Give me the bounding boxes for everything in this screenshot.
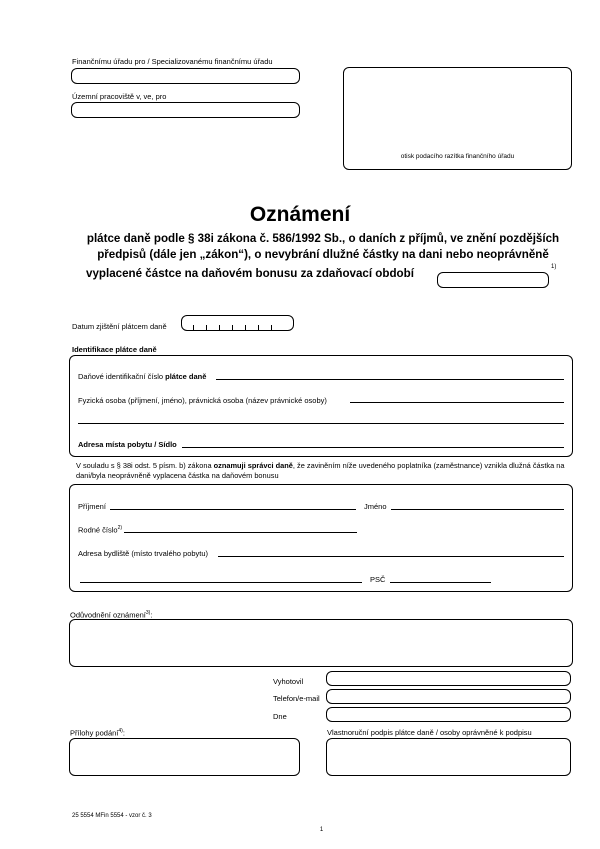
- birth-number-line[interactable]: [124, 532, 357, 533]
- justification-value: [70, 620, 572, 626]
- zip-line[interactable]: [390, 582, 491, 583]
- justification-textarea[interactable]: [69, 619, 573, 667]
- payer-name-label: Fyzická osoba (příjmení, jméno), právnická osoba (název právnické osoby): [78, 396, 327, 405]
- subtitle-line-2: předpisů (dále jen „zákon“), o nevybrání dlužné částky na dani nebo neoprávněně: [97, 248, 549, 261]
- taxpayer-address-line-2[interactable]: [80, 582, 362, 583]
- payer-name-line-2[interactable]: [78, 423, 564, 424]
- tax-period-value: [438, 279, 442, 288]
- date-found-input[interactable]: [181, 315, 294, 331]
- phone-label: Telefon/e-mail: [273, 694, 320, 703]
- office-input[interactable]: [71, 68, 300, 84]
- attachments-input[interactable]: [69, 738, 300, 776]
- notice-text: V souladu s § 38i odst. 5 písm. b) zákona oznamuji správci daně, že zaviněním níže uvedeného poplatníka (zaměstnance) vznikla dlužná částka na dani/byla neoprávněně vyplacena částka na daňovém bonusu: [76, 461, 565, 480]
- surname-label: Příjmení: [78, 502, 106, 511]
- payer-name-line[interactable]: [350, 402, 564, 403]
- prepared-input[interactable]: [326, 671, 571, 686]
- subtitle-line-3: vyplacené částce na daňovém bonusu za zdaňovací období: [86, 267, 414, 280]
- attachments-label: Přílohy podání$^{4)}$:: [70, 728, 125, 738]
- justification-label: Odůvodnění oznámení$^{3)}$:: [70, 610, 153, 620]
- date-input[interactable]: [326, 707, 571, 722]
- page-title: Oznámení: [249, 203, 351, 226]
- attachments-value: [70, 739, 299, 745]
- taxpayer-address-line[interactable]: [218, 556, 564, 557]
- payer-address-line[interactable]: [182, 447, 564, 448]
- taxpayer-address-label: Adresa bydliště (místo trvalého pobytu): [78, 549, 209, 558]
- phone-input[interactable]: [326, 689, 571, 704]
- prepared-value: [327, 678, 331, 687]
- phone-value: [327, 696, 331, 705]
- signature-box[interactable]: [326, 738, 571, 776]
- date-found-label: Datum zjištění plátcem daně: [72, 322, 167, 331]
- tax-period-footnote: 1): [551, 264, 557, 270]
- subtitle-line-1: plátce daně podle § 38i zákona č. 586/1992 Sb., o daních z příjmů, ve znění pozdějších: [86, 232, 560, 245]
- birth-number-label: Rodné číslo$^{2)}$: [78, 525, 123, 535]
- form-code: 25 5554 MFin 5554 - vzor č. 3: [72, 813, 152, 819]
- stamp-area: [343, 67, 572, 170]
- workplace-label: Územní pracoviště v, ve, pro: [72, 92, 167, 101]
- date-found-value: [182, 322, 186, 331]
- signature-label: Vlastnoruční podpis plátce daně / osoby oprávněné k podpisu: [327, 728, 532, 737]
- payer-dic-line[interactable]: [216, 379, 564, 380]
- stamp-label: otisk podacího razítka finančního úřadu: [400, 153, 515, 160]
- date-label: Dne: [273, 712, 287, 721]
- office-label: Finančnímu úřadu pro / Specializovanému finančnímu úřadu: [72, 57, 273, 66]
- payer-dic-label: Daňové identifikační číslo plátce daně: [78, 372, 207, 381]
- workplace-input[interactable]: [71, 102, 300, 118]
- firstname-line[interactable]: [391, 509, 564, 510]
- prepared-label: Vyhotovil: [273, 677, 304, 686]
- date-value: [327, 714, 331, 723]
- surname-line[interactable]: [110, 509, 356, 510]
- tax-period-input[interactable]: [437, 272, 549, 288]
- zip-label: PSČ: [370, 575, 386, 584]
- taxpayer-section: [69, 484, 573, 592]
- firstname-label: Jméno: [364, 502, 387, 511]
- payer-address-label: Adresa místa pobytu / Sídlo: [78, 440, 177, 449]
- page-number: 1: [319, 827, 324, 833]
- payer-heading: Identifikace plátce daně: [72, 345, 157, 354]
